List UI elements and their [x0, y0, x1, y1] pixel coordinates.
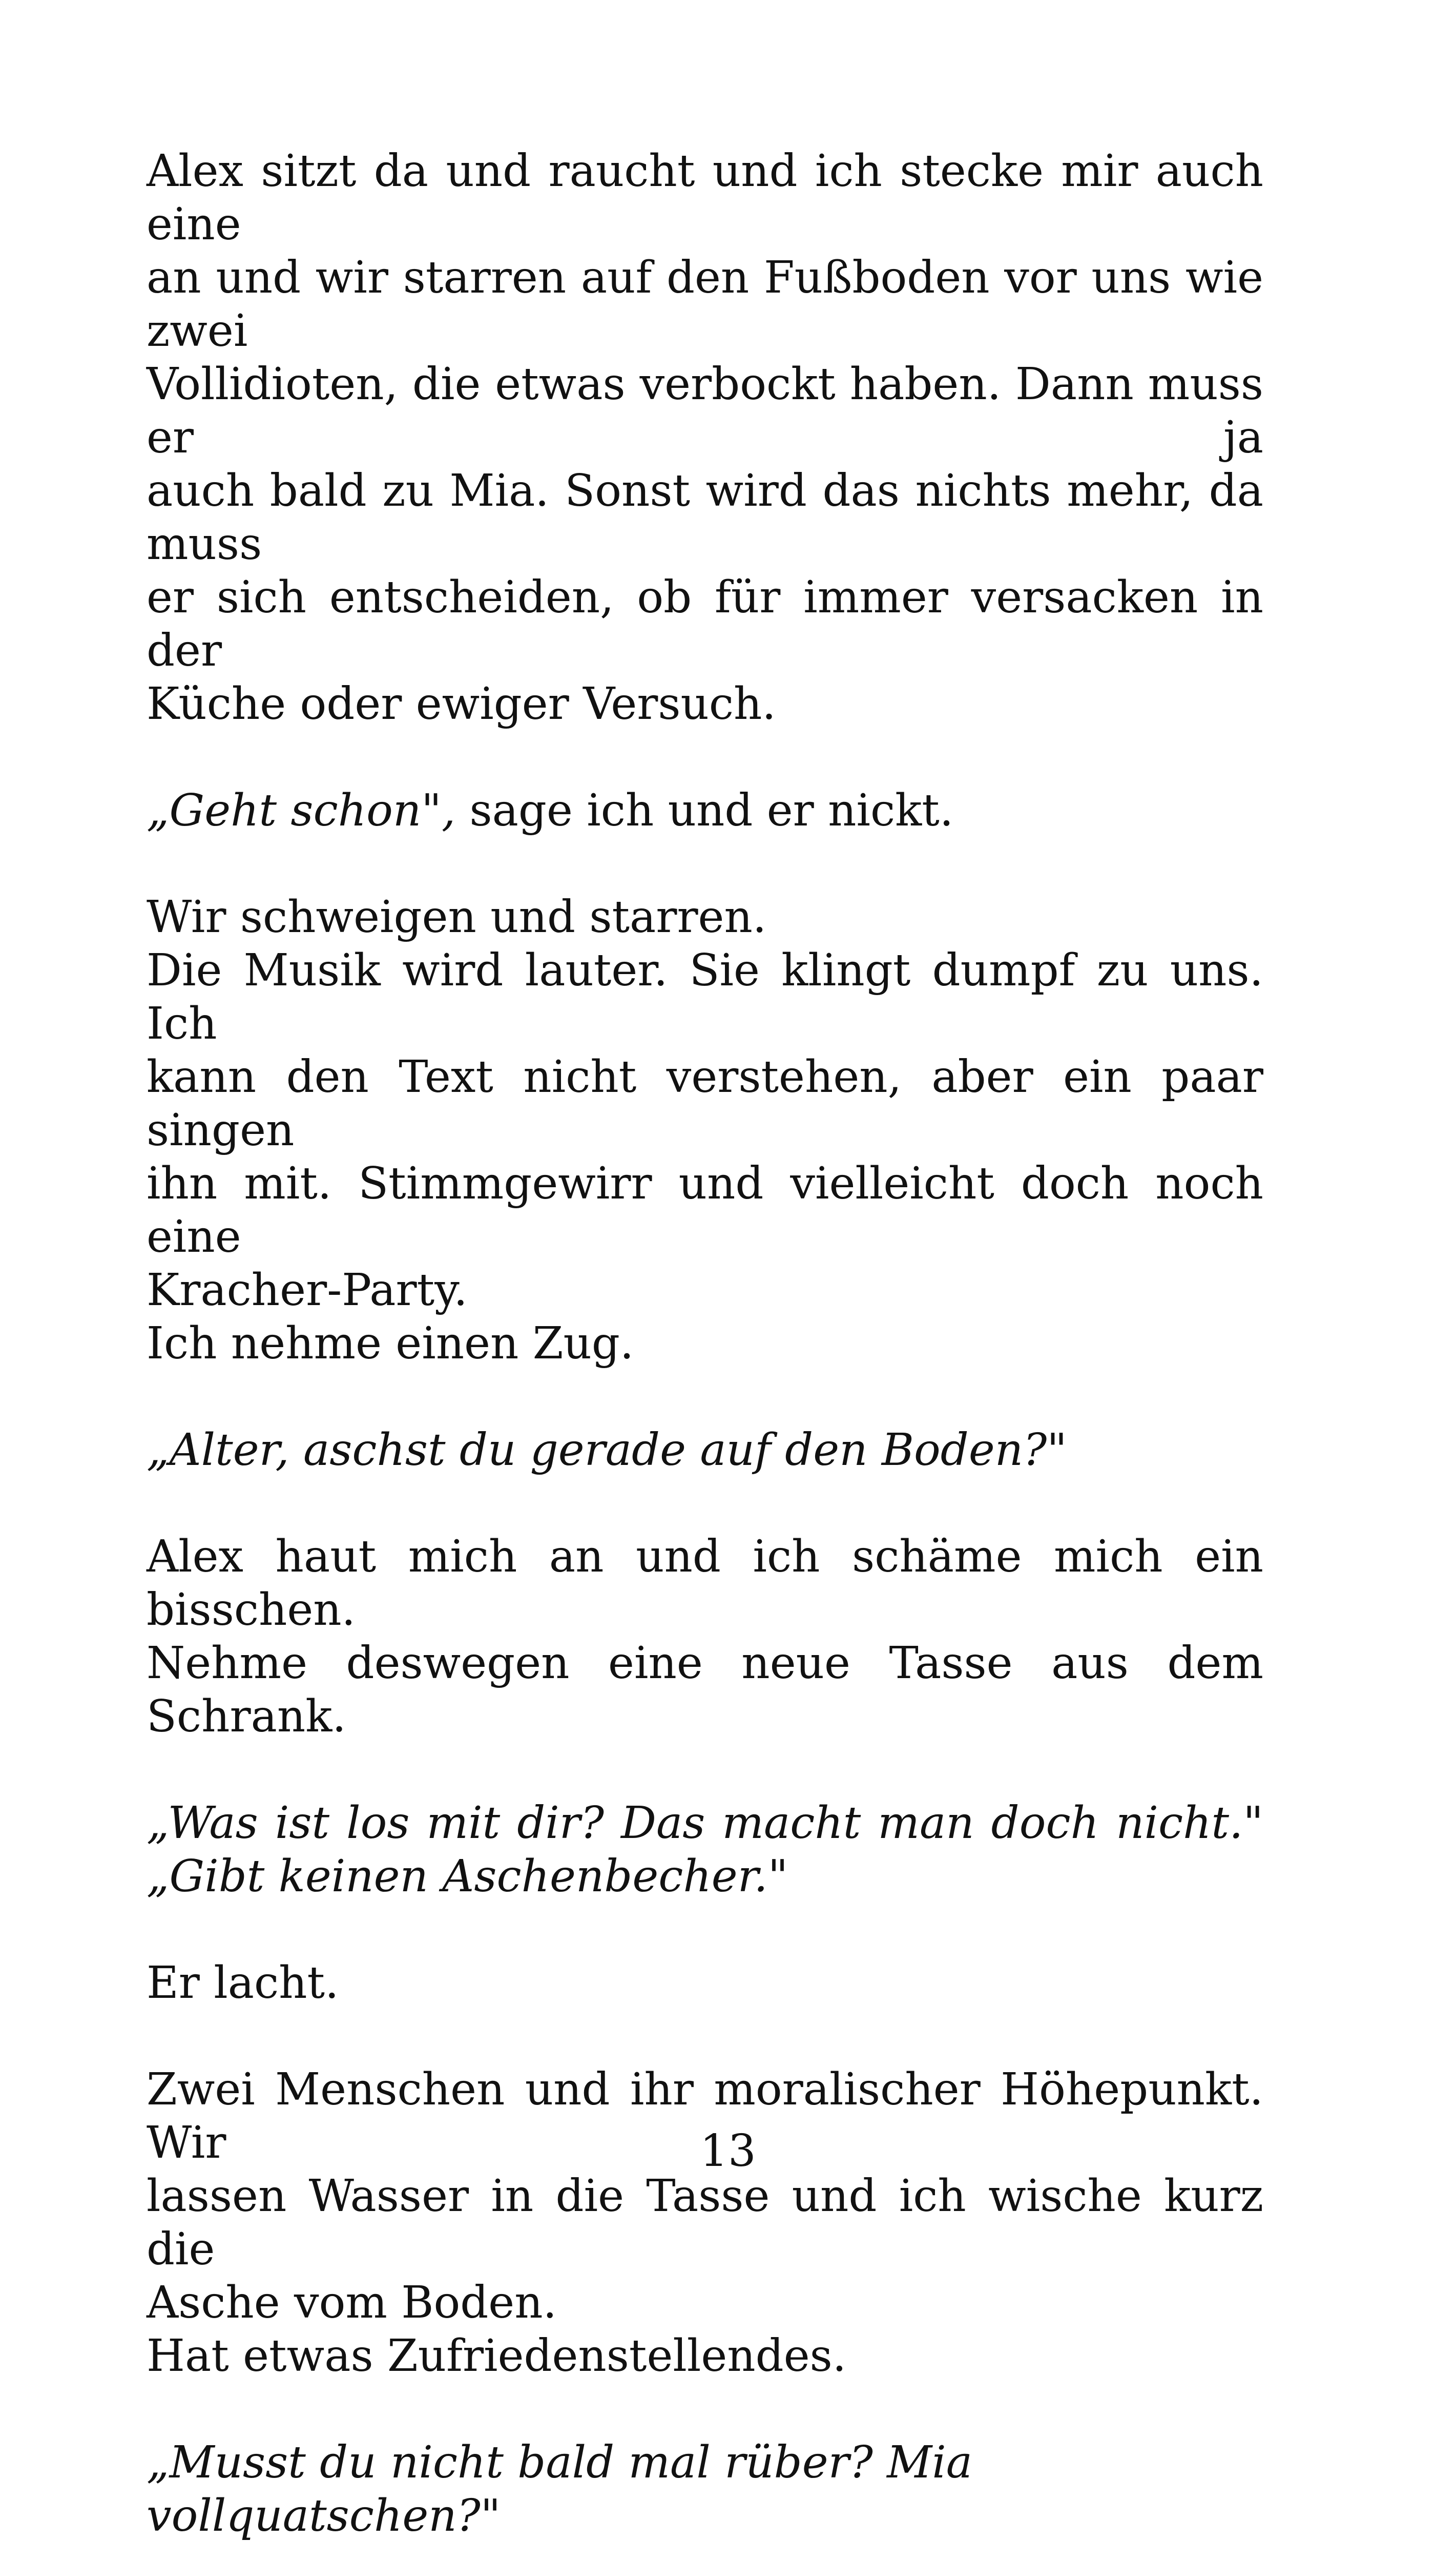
text-line: ihn mit. Stimmgewirr und vielleicht doch noch eine: [147, 1158, 1263, 1263]
text-line: Hat etwas Zufriedenstellendes.: [147, 2330, 847, 2382]
text-line: Zwei Menschen und ihr moralischer Höhepunkt. Wir: [147, 2064, 1263, 2168]
dialogue-line: „Gibt keinen Aschenbecher.": [147, 1851, 788, 1902]
text-line: Wir schweigen und starren.: [147, 892, 767, 943]
text-line: Die Musik wird lauter. Sie klingt dumpf zu uns. Ich: [147, 945, 1263, 1049]
dialogue-line: „Was ist los mit dir? Das macht man doch nicht.": [147, 1797, 1263, 1849]
paragraph-9-dialogue: [147, 2436, 1263, 2543]
text-line: Nehme deswegen eine neue Tasse aus dem Schrank.: [147, 1638, 1263, 1742]
text-line: Er lacht.: [147, 1957, 339, 2009]
dialogue-text: „Geht schon",: [147, 785, 456, 836]
text-line: [147, 784, 1263, 837]
text-line: Vollidioten, die etwas verbockt haben. Dann muss er ja: [147, 359, 1263, 463]
paragraph-3: [147, 891, 1263, 1370]
narration-text: sage ich und er nickt.: [455, 785, 954, 836]
text-line: Küche oder ewiger Versuch.: [147, 678, 776, 730]
text-line: auch bald zu Mia. Sonst wird das nichts mehr, da muss: [147, 465, 1263, 570]
text-line: kann den Text nicht verstehen, aber ein paar singen: [147, 1051, 1263, 1156]
body-text: [147, 144, 1263, 2562]
dialogue-line: „Alter, aschst du gerade auf den Boden?": [147, 1424, 1067, 1476]
text-line: an und wir starren auf den Fußboden vor uns wie zwei: [147, 252, 1263, 357]
page-number: 13: [700, 2125, 756, 2177]
text-line: er sich entscheiden, ob für immer versacken in der: [147, 572, 1263, 676]
paragraph-6-dialogue: [147, 1796, 1263, 1903]
paragraph-4-dialogue: [147, 1423, 1263, 1477]
text-line: Kracher-Party.: [147, 1265, 468, 1316]
text-line: Alex haut mich an und ich schäme mich ein bisschen.: [147, 1531, 1263, 1636]
paragraph-8: [147, 2063, 1263, 2383]
text-line: Alex sitzt da und raucht und ich stecke mir auch eine: [147, 146, 1263, 250]
paragraph-2: [147, 784, 1263, 837]
text-line: Asche vom Boden.: [147, 2277, 557, 2328]
paragraph-5: [147, 1530, 1263, 1743]
paragraph-1: [147, 144, 1263, 731]
paragraph-7: [147, 1956, 1263, 2010]
text-line: lassen Wasser in die Tasse und ich wische kurz die: [147, 2171, 1263, 2275]
dialogue-line: „Musst du nicht bald mal rüber? Mia vollquatschen?": [147, 2437, 972, 2542]
text-line: Ich nehme einen Zug.: [147, 1318, 634, 1369]
